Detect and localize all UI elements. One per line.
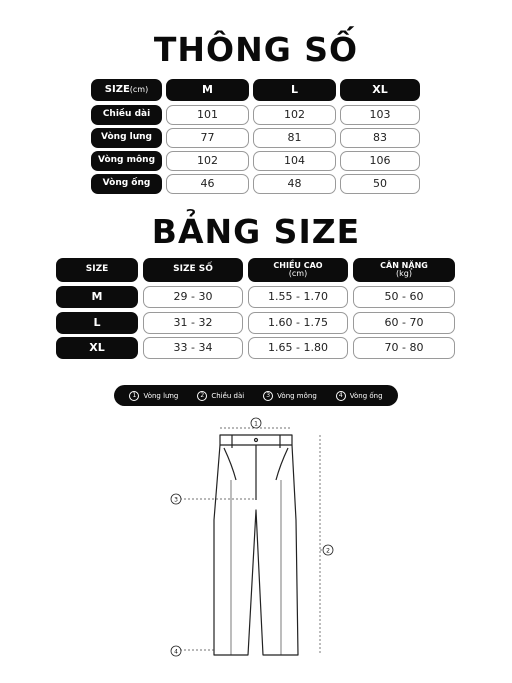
measurement-legend (114, 385, 398, 406)
size-row-label: XL (56, 337, 138, 359)
spec-row-label: Chiều dài (91, 105, 162, 125)
size-cell: 1.65 - 1.80 (248, 337, 348, 359)
legend-number: 1 (129, 391, 139, 401)
spec-cell: 103 (340, 105, 420, 125)
spec-cell: 102 (253, 105, 336, 125)
size-header-num (143, 258, 243, 282)
trousers-diagram (0, 410, 512, 683)
marker-3-label: 3 (174, 496, 178, 504)
legend-number: 4 (336, 391, 346, 401)
spec-col-m: M (166, 79, 249, 101)
size-header-height (248, 258, 348, 282)
spec-cell: 83 (340, 128, 420, 148)
size-cell: 29 - 30 (143, 286, 243, 308)
spec-cell: 46 (166, 174, 249, 194)
size-row-label: L (56, 312, 138, 334)
spec-row-label: Vòng mông (91, 151, 162, 171)
size-cell: 31 - 32 (143, 312, 243, 334)
spec-cell: 104 (253, 151, 336, 171)
legend-label: Chiều dài (211, 391, 245, 400)
spec-row-label: Vòng ống (91, 174, 162, 194)
legend-number: 2 (197, 391, 207, 401)
legend-item (197, 391, 244, 401)
size-header-size (56, 258, 138, 282)
size-header-label: CHIỀU CAO (273, 260, 323, 270)
size-header-weight (353, 258, 455, 282)
spec-header-size-label: SIZE (104, 83, 130, 95)
legend-label: Vòng lưng (143, 391, 179, 400)
spec-cell: 81 (253, 128, 336, 148)
spec-cell: 106 (340, 151, 420, 171)
spec-title: THÔNG SỐ (153, 30, 359, 69)
legend-label: Vòng ống (349, 391, 383, 400)
legend-number: 3 (263, 391, 273, 401)
size-cell: 1.55 - 1.70 (248, 286, 348, 308)
size-row-label: M (56, 286, 138, 308)
size-cell: 70 - 80 (353, 337, 455, 359)
spec-col-l: L (253, 79, 336, 101)
marker-2-label: 2 (326, 547, 330, 555)
legend-label: Vòng mông (277, 391, 317, 400)
size-cell: 50 - 60 (353, 286, 455, 308)
size-cell: 60 - 70 (353, 312, 455, 334)
size-header-unit: (kg) (396, 269, 412, 278)
measure-lines (180, 420, 324, 655)
measure-markers (171, 418, 333, 656)
spec-cell: 48 (253, 174, 336, 194)
legend-item (129, 391, 178, 401)
spec-cell: 102 (166, 151, 249, 171)
size-header-label: SIZE (85, 264, 109, 275)
legend-item (263, 391, 317, 401)
spec-header-size (91, 79, 162, 101)
spec-col-xl: XL (340, 79, 420, 101)
spec-header-unit: (cm) (129, 84, 149, 94)
spec-cell: 50 (340, 174, 420, 194)
marker-1-label: 1 (254, 420, 258, 428)
size-header-label: CÂN NẶNG (380, 260, 428, 270)
size-header-label: SIZE SỐ (173, 264, 213, 275)
spec-cell: 77 (166, 128, 249, 148)
size-header-unit: (cm) (288, 269, 308, 278)
trousers-outline-icon (214, 435, 298, 655)
size-cell: 33 - 34 (143, 337, 243, 359)
spec-row-label: Vòng lưng (91, 128, 162, 148)
marker-4-label: 4 (174, 648, 178, 656)
spec-cell: 101 (166, 105, 249, 125)
size-title: BẢNG SIZE (151, 212, 361, 251)
legend-item (336, 391, 383, 401)
size-cell: 1.60 - 1.75 (248, 312, 348, 334)
